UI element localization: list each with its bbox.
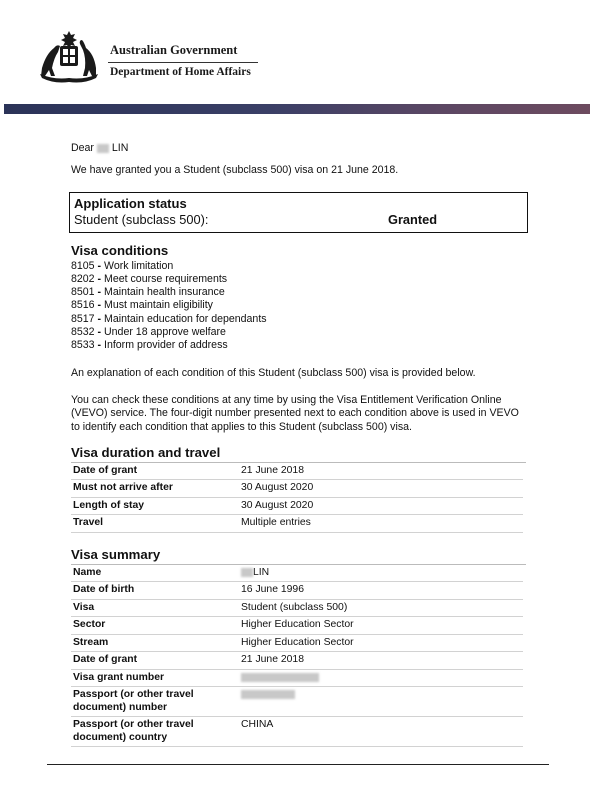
status-value: Granted: [388, 211, 438, 227]
application-status-box: [69, 192, 528, 233]
condition-item: 8202 - Meet course requirements: [71, 272, 228, 285]
table-row: Passport (or other travel document) number: [71, 687, 523, 717]
table-row: Date of grant 21 June 2018: [71, 463, 523, 480]
visa-conditions-list: [71, 260, 526, 353]
government-name: Australian Government: [110, 43, 238, 57]
grant-intro: We have granted you a Student (subclass 500) visa on 21 June 2018.: [71, 164, 399, 177]
table-row: Travel Multiple entries: [71, 515, 523, 533]
redacted-passport-number: [241, 690, 295, 699]
condition-item: 8533 - Inform provider of address: [71, 339, 228, 352]
table-row: Sector Higher Education Sector: [71, 617, 523, 635]
salutation-prefix: Dear: [71, 142, 94, 154]
visa-conditions-title: Visa conditions: [71, 242, 169, 258]
condition-item: 8532 - Under 18 approve welfare: [71, 326, 226, 339]
table-row: Visa Student (subclass 500): [71, 599, 523, 617]
salutation: [71, 142, 526, 155]
salutation-surname: LIN: [111, 142, 129, 154]
table-row: Date of grant 21 June 2018: [71, 652, 523, 670]
application-status-title: Application status: [74, 195, 187, 211]
visa-duration-table: [71, 463, 523, 533]
redacted-given-name: [241, 568, 253, 577]
table-row: Must not arrive after 30 August 2020: [71, 480, 523, 498]
condition-item: 8501 - Maintain health insurance: [71, 286, 225, 299]
condition-item: 8517 - Maintain education for dependants: [71, 312, 267, 325]
footer-divider: [47, 764, 549, 765]
coat-of-arms-icon: [34, 28, 104, 84]
table-row: Date of birth 16 June 1996: [71, 582, 523, 600]
table-row: Name LIN: [71, 565, 523, 582]
table-row: Visa grant number: [71, 669, 523, 687]
visa-summary-table: [71, 565, 523, 748]
conditions-explanation: An explanation of each condition of this Student (subclass 500) visa is provided below.: [71, 366, 476, 379]
visa-duration-title: Visa duration and travel: [71, 445, 526, 463]
condition-item: 8105 - Work limitation: [71, 259, 174, 272]
department-name: Department of Home Affairs: [110, 66, 251, 78]
header-divider: [108, 62, 258, 63]
table-row: Passport (or other travel document) country CHINA: [71, 717, 523, 747]
status-label: Student (subclass 500):: [74, 211, 209, 227]
header-band: [4, 104, 590, 114]
letter-body: [71, 142, 526, 747]
condition-item: 8516 - Must maintain eligibility: [71, 299, 213, 312]
vevo-paragraph: You can check these conditions at any time by using the Visa Entitlement Verification Online (VEVO) service. The four-digit number presented next to each condition above is used in VEVO to identify each condition that applies to this Student (subclass 500) visa.: [71, 393, 519, 433]
redacted-grant-number: [241, 673, 319, 682]
redacted-given-name: [97, 144, 109, 153]
letterhead: [0, 0, 594, 110]
table-row: Stream Higher Education Sector: [71, 634, 523, 652]
table-row: Length of stay 30 August 2020: [71, 497, 523, 515]
application-status-row: [74, 212, 523, 228]
visa-summary-title: Visa summary: [71, 547, 526, 565]
